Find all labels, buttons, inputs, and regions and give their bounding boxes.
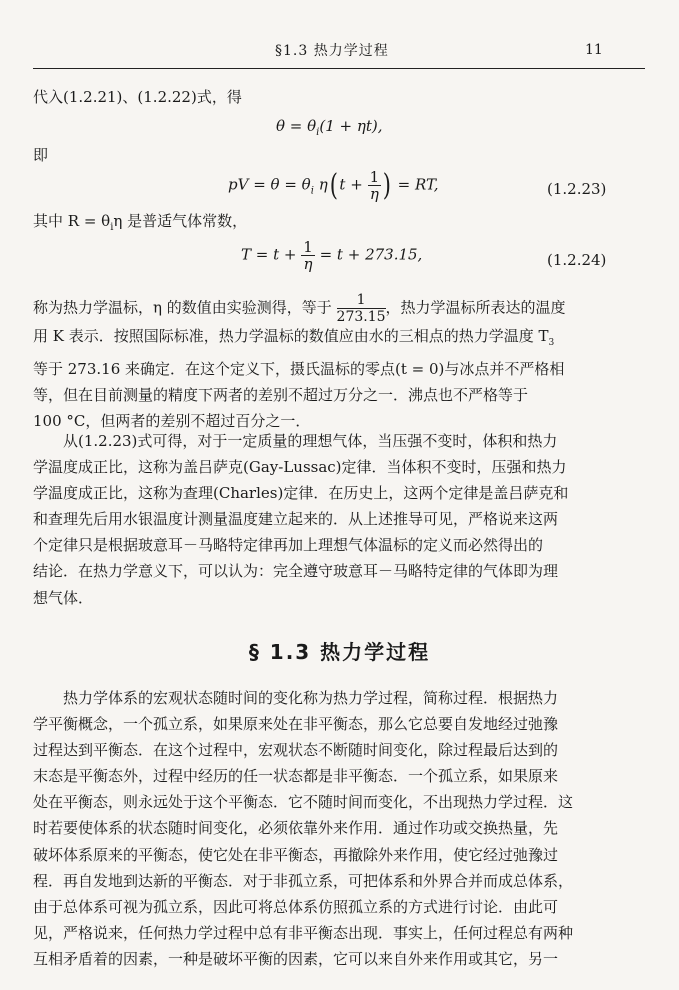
header-rule	[33, 68, 645, 69]
para1-sub: 3	[548, 338, 555, 348]
eq3-denominator: η	[303, 255, 313, 273]
R-definition-line	[33, 211, 247, 238]
para2-line-0: 从(1.2.23)式可得，对于一定质量的理想气体，当压强不变时，体积和热力	[63, 432, 558, 450]
eq3-fraction	[301, 239, 315, 272]
kelvin-numerator: 1	[337, 292, 386, 309]
para1-line-1: 等于 273.16 来确定．在这个定义下，摄氏温标的零点(t = 0)与冰点并不严格相	[33, 360, 565, 379]
kelvin-fraction	[337, 292, 386, 325]
eq2-left: pV = θ = θ	[228, 175, 311, 194]
paragraph-kelvin	[33, 323, 645, 434]
para1-line-2: 等，但在目前测量的精度下两者的差别不超过万分之一．沸点也不严格等于	[33, 386, 529, 405]
para3-line-2: 过程达到平衡态．在这个过程中，宏观状态不断随时间变化，除过程最后达到的	[33, 741, 559, 760]
kelvin-line-a: 称为热力学温标，η 的数值由实验测得，等于	[33, 298, 332, 317]
para2-line-3: 和查理先后用水银温度计测量温度建立起来的．从上述推导可见，严格说来这两	[33, 510, 559, 529]
eq2-eta: η	[318, 175, 328, 194]
intro-line: 代入(1.2.21)、(1.2.22)式，得	[33, 88, 242, 106]
R-line-a: 其中 R = θ	[33, 212, 111, 230]
para2-line-1: 学温度成正比，这称为盖吕萨克(Gay-Lussac)定律．当体积不变时，压强和热力	[33, 458, 567, 477]
para1-line-3: 100 °C，但两者的差别不超过百分之一．	[33, 412, 311, 431]
eq2-fraction	[368, 169, 382, 202]
equation-theta	[276, 117, 383, 138]
eq2-right: = RT,	[397, 175, 439, 194]
para3-line-10: 互相矛盾着的因素，一种是破坏平衡的因素，它可以来自外来作用或其它，另一	[33, 949, 559, 968]
eq1-sub: i	[316, 127, 320, 138]
para2-line-6: 想气体．	[33, 588, 94, 607]
eq2-denominator: η	[369, 185, 379, 203]
section-title: § 1.3 热力学过程	[248, 640, 431, 664]
eq2-sub: i	[310, 185, 314, 197]
para2-line-4: 个定律只是根据玻意耳－马略特定律再加上理想气体温标的定义而必然得出的	[33, 536, 544, 555]
para3-line-1: 学平衡概念，一个孤立系，如果原来处在非平衡态，那么它总要自发地经过弛豫	[33, 715, 559, 734]
para2-line-2: 学温度成正比，这称为查理(Charles)定律．在历史上，这两个定律是盖吕萨克和	[33, 484, 569, 503]
para3-line-4: 处在平衡态，则永远处于这个平衡态．它不随时间而变化，不出现热力学过程．这	[33, 793, 574, 812]
para3-line-5: 时若要使体系的状态随时间变化，必须依靠外来作用．通过作功或交换热量，先	[33, 819, 559, 838]
eq3-numerator: 1	[303, 238, 313, 256]
ji-word: 即	[33, 146, 49, 164]
page-number: 11	[585, 42, 603, 58]
eq3-right: = t + 273.15,	[319, 245, 423, 264]
para3-line-9: 见，严格说来，任何热力学过程中总有非平衡态出现．事实上，任何过程总有两种	[33, 923, 574, 942]
eq2-numerator: 1	[369, 168, 380, 186]
equation-1-2-24	[241, 239, 422, 272]
R-line-b: η 是普适气体常数，	[113, 212, 248, 230]
eq-number-1-2-23: (1.2.23)	[547, 180, 607, 198]
para1-line-0: 用 K 表示．按照国际标准，热力学温标的数值应由水的三相点的热力学温度 T	[33, 327, 549, 345]
para3-line-7: 程．再自发地到达新的平衡态．对于非孤立系，可把体系和外界合并而成总体系，	[33, 871, 574, 890]
eq3-left: T = t +	[241, 245, 297, 264]
right-paren: )	[382, 168, 392, 203]
header-section: §1.3 热力学过程	[275, 43, 389, 59]
para3-line-6: 破坏体系原来的平衡态，使它处在非平衡态，再撤除外来作用，使它经过弛豫过	[33, 845, 559, 864]
para3-line-3: 末态是平衡态外，过程中经历的任一状态都是非平衡态．一个孤立系，如果原来	[33, 767, 559, 786]
para2-line-5: 结论．在热力学意义下，可以认为：完全遵守玻意耳－马略特定律的气体即为理	[33, 562, 559, 581]
kelvin-denominator: 273.15	[336, 309, 386, 325]
eq2-t: t +	[339, 175, 363, 194]
para3-line-8: 由于总体系可视为孤立系，因此可将总体系仿照孤立系的方式进行讨论．由此可	[33, 897, 559, 916]
R-line-sub: i	[110, 222, 114, 233]
para1-line	[33, 323, 645, 356]
paragraph-gas-laws	[33, 428, 645, 611]
paragraph-thermo-process	[33, 685, 645, 972]
left-paren: (	[329, 168, 338, 203]
kelvin-line	[33, 292, 566, 325]
eq1-left: θ = θ	[276, 117, 317, 135]
para3-line-0: 热力学体系的宏观状态随时间的变化称为热力学过程，简称过程．根据热力	[63, 689, 559, 707]
eq-number-1-2-24: (1.2.24)	[547, 251, 607, 269]
equation-1-2-23	[228, 168, 439, 203]
kelvin-line-b: ，热力学温标所表达的温度	[385, 298, 566, 317]
eq1-rest: (1 + ηt),	[319, 117, 383, 135]
